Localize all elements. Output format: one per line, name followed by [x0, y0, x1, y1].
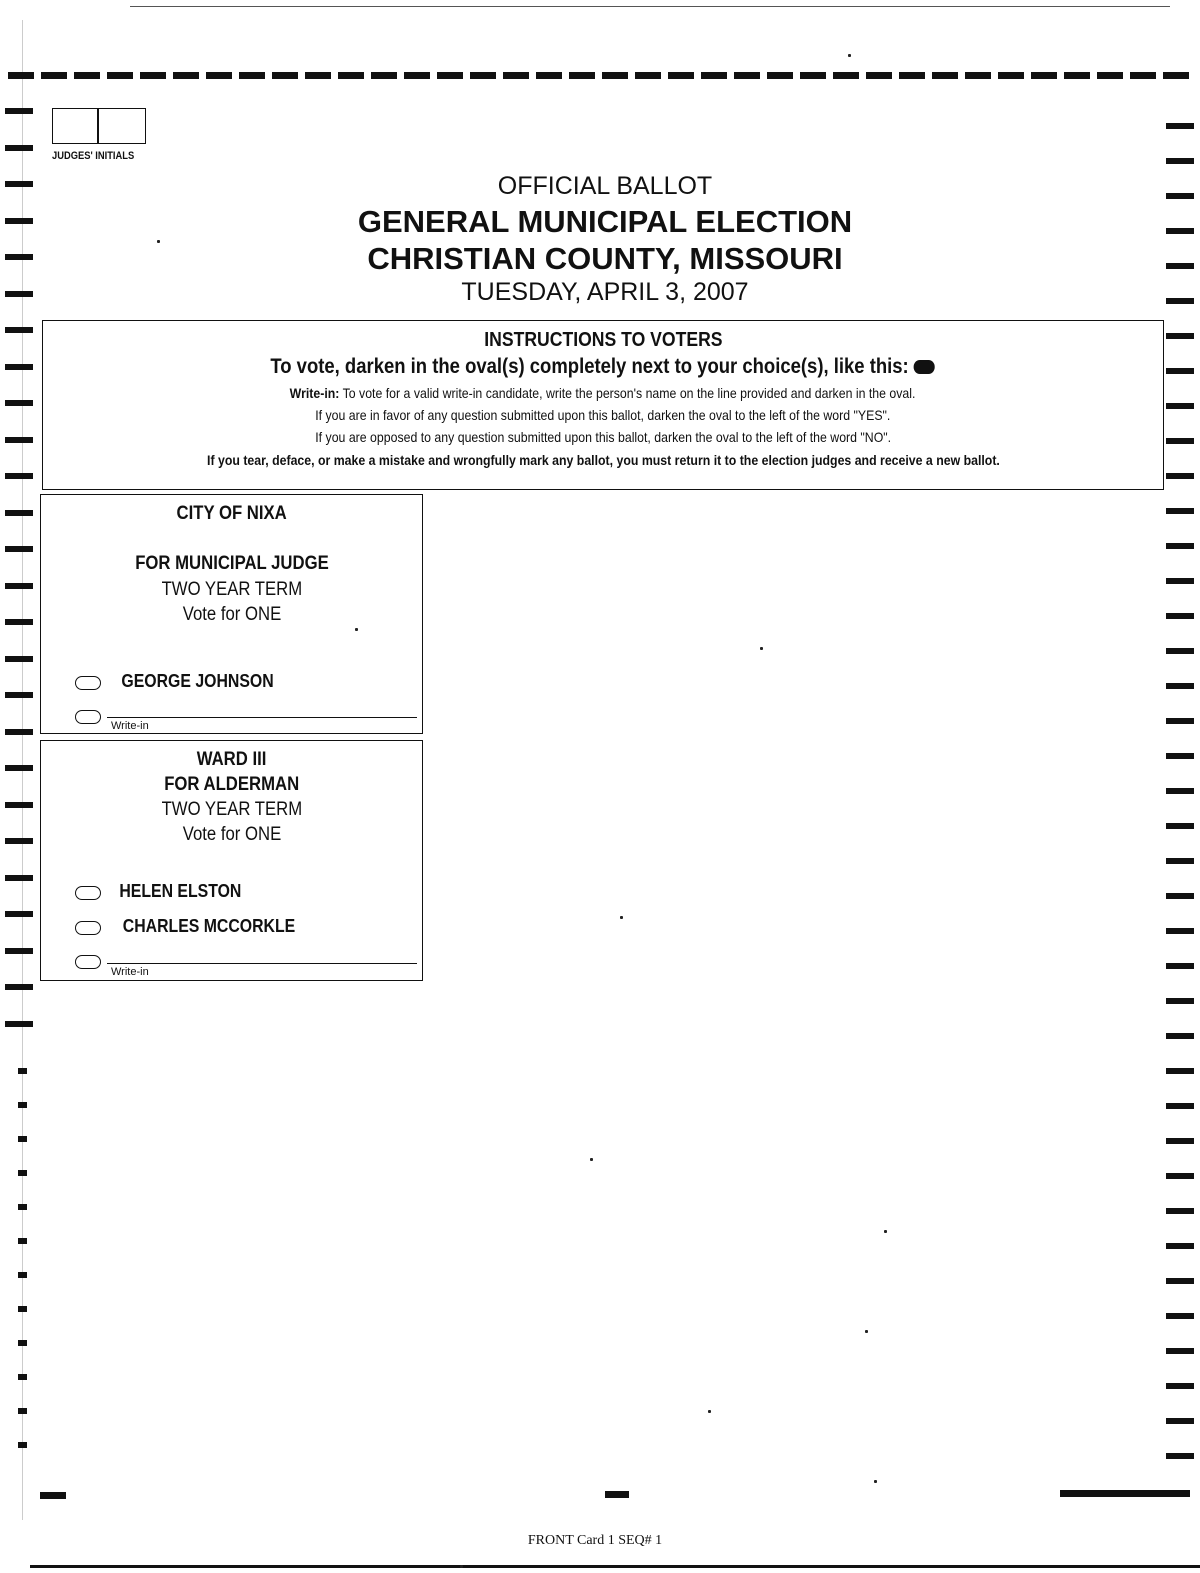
timing-mark — [605, 1491, 629, 1498]
timing-mark — [5, 1021, 33, 1027]
election-date: TUESDAY, APRIL 3, 2007 — [461, 278, 749, 306]
timing-mark — [899, 72, 925, 79]
timing-mark — [1166, 1313, 1194, 1319]
timing-mark — [1097, 72, 1123, 79]
timing-mark — [18, 1102, 27, 1108]
timing-mark — [5, 437, 33, 443]
timing-mark — [18, 1238, 27, 1244]
timing-mark — [1166, 753, 1194, 759]
timing-mark — [734, 72, 760, 79]
timing-mark — [239, 72, 265, 79]
timing-mark — [1166, 403, 1194, 409]
timing-mark — [8, 72, 34, 79]
instructions-box — [42, 320, 1164, 490]
timing-mark — [206, 72, 232, 79]
instructions-mistake: If you tear, deface, or make a mistake and wrongfully mark any ballot, you must return it to the election judges and receive a new ballot. — [206, 452, 1000, 468]
timing-mark — [74, 72, 100, 79]
scan-speck — [884, 1230, 887, 1233]
timing-mark — [5, 838, 33, 844]
scan-speck — [865, 1330, 868, 1333]
timing-mark — [998, 72, 1024, 79]
contest-office: FOR MUNICIPAL JUDGE — [134, 553, 329, 574]
timing-mark — [1166, 823, 1194, 829]
timing-mark — [1166, 1383, 1194, 1389]
scan-speck — [460, 1565, 463, 1568]
timing-mark — [5, 911, 33, 917]
contest-office: FOR ALDERMAN — [164, 774, 299, 795]
timing-mark — [1166, 123, 1194, 129]
oval-writein-alderman[interactable] — [75, 955, 101, 969]
scan-speck — [590, 1158, 593, 1161]
scan-speck — [874, 1480, 877, 1483]
timing-mark — [371, 72, 397, 79]
timing-mark — [536, 72, 562, 79]
timing-mark — [5, 327, 33, 333]
timing-mark — [1166, 1068, 1194, 1074]
timing-mark — [569, 72, 595, 79]
instructions-opposed: If you are opposed to any question submitted upon this ballot, darken the oval to the left of the word "NO". — [315, 429, 891, 445]
filled-oval-example — [914, 360, 935, 374]
timing-mark — [41, 72, 67, 79]
contest-term: TWO YEAR TERM — [161, 579, 302, 600]
contest-jurisdiction: CITY OF NIXA — [176, 503, 287, 524]
oval-helen-elston[interactable] — [75, 886, 101, 900]
scan-speck — [708, 1410, 711, 1413]
timing-mark — [1166, 893, 1194, 899]
timing-mark — [1166, 473, 1194, 479]
timing-mark — [470, 72, 496, 79]
judges-initials-box — [52, 108, 146, 144]
timing-mark — [1166, 998, 1194, 1004]
timing-mark — [437, 72, 463, 79]
timing-mark — [5, 400, 33, 406]
timing-mark — [107, 72, 133, 79]
timing-mark — [5, 619, 33, 625]
timing-mark — [5, 765, 33, 771]
timing-mark — [1031, 72, 1057, 79]
timing-mark — [173, 72, 199, 79]
timing-mark — [5, 145, 33, 151]
timing-mark — [1166, 1348, 1194, 1354]
timing-mark — [272, 72, 298, 79]
timing-mark — [5, 510, 33, 516]
timing-mark — [5, 729, 33, 735]
candidate-george-johnson: GEORGE JOHNSON — [121, 671, 274, 691]
timing-mark — [140, 72, 166, 79]
timing-mark — [833, 72, 859, 79]
timing-mark — [18, 1340, 27, 1346]
timing-mark — [5, 875, 33, 881]
scan-bottom-edge — [30, 1565, 1200, 1568]
timing-mark — [1166, 333, 1194, 339]
writein-line-judge[interactable] — [107, 717, 417, 718]
timing-mark — [338, 72, 364, 79]
writein-label: Write-in — [111, 966, 149, 978]
timing-mark — [1166, 648, 1194, 654]
timing-mark — [965, 72, 991, 79]
timing-mark — [18, 1204, 27, 1210]
timing-mark — [1166, 1033, 1194, 1039]
timing-mark — [1163, 72, 1189, 79]
oval-writein-judge[interactable] — [75, 710, 101, 724]
timing-mark — [668, 72, 694, 79]
timing-mark — [1166, 928, 1194, 934]
initials-divider — [97, 109, 99, 143]
ballot-title: OFFICIAL BALLOT — [497, 172, 713, 200]
timing-mark — [5, 108, 33, 114]
timing-mark — [18, 1442, 27, 1448]
scan-speck — [355, 628, 358, 631]
timing-mark — [1166, 438, 1194, 444]
county-name: CHRISTIAN COUNTY, MISSOURI — [367, 241, 843, 276]
timing-mark — [866, 72, 892, 79]
timing-mark — [18, 1374, 27, 1380]
timing-mark — [1166, 1208, 1194, 1214]
timing-mark — [5, 546, 33, 552]
timing-mark — [18, 1306, 27, 1312]
timing-mark — [18, 1136, 27, 1142]
timing-mark — [1060, 1490, 1190, 1497]
timing-mark — [1166, 788, 1194, 794]
timing-mark — [1166, 1103, 1194, 1109]
timing-mark — [1166, 158, 1194, 164]
timing-mark — [767, 72, 793, 79]
timing-mark — [1166, 1243, 1194, 1249]
candidate-helen-elston: HELEN ELSTON — [119, 881, 242, 901]
scan-speck — [848, 54, 851, 57]
instructions-main: To vote, darken in the oval(s) completely next to your choice(s), like this: — [43, 355, 1163, 379]
timing-mark — [40, 1492, 66, 1499]
oval-charles-mccorkle[interactable] — [75, 921, 101, 935]
timing-mark — [701, 72, 727, 79]
timing-mark — [1130, 72, 1156, 79]
timing-mark — [1166, 1138, 1194, 1144]
scan-speck — [157, 240, 160, 243]
timing-mark — [5, 656, 33, 662]
timing-mark — [1166, 508, 1194, 514]
judges-initials-label: JUDGES' INITIALS — [52, 150, 135, 162]
election-name: GENERAL MUNICIPAL ELECTION — [357, 204, 853, 239]
timing-mark — [18, 1170, 27, 1176]
timing-mark — [18, 1068, 27, 1074]
contest-alderman — [40, 740, 423, 981]
timing-mark — [5, 802, 33, 808]
timing-mark — [1166, 963, 1194, 969]
timing-mark — [1166, 1418, 1194, 1424]
writein-line-alderman[interactable] — [107, 963, 417, 964]
card-footer: FRONT Card 1 SEQ# 1 — [527, 1533, 663, 1548]
timing-mark — [800, 72, 826, 79]
timing-mark — [1166, 1173, 1194, 1179]
timing-mark — [602, 72, 628, 79]
timing-mark — [305, 72, 331, 79]
timing-mark — [635, 72, 661, 79]
timing-mark — [1166, 858, 1194, 864]
instructions-writein: Write-in: To vote for a valid write-in candidate, write the person's name on the line provided and darken in the oval. — [290, 385, 916, 401]
instructions-favor: If you are in favor of any question submitted upon this ballot, darken the oval to the left of the word "YES". — [315, 407, 891, 423]
timing-mark — [1166, 683, 1194, 689]
timing-mark — [5, 364, 33, 370]
contest-term: TWO YEAR TERM — [161, 799, 302, 820]
timing-mark — [5, 948, 33, 954]
contest-ward: WARD III — [196, 749, 267, 770]
timing-mark — [1166, 613, 1194, 619]
timing-mark — [1064, 72, 1090, 79]
timing-mark — [5, 583, 33, 589]
candidate-charles-mccorkle: CHARLES MCCORKLE — [122, 916, 296, 936]
contest-vote-for: Vote for ONE — [182, 604, 281, 625]
timing-mark — [1166, 543, 1194, 549]
instructions-title: INSTRUCTIONS TO VOTERS — [483, 329, 723, 351]
contest-municipal-judge — [40, 494, 423, 734]
timing-mark — [5, 692, 33, 698]
scan-speck — [760, 647, 763, 650]
timing-mark — [5, 473, 33, 479]
oval-george-johnson[interactable] — [75, 676, 101, 690]
timing-mark — [503, 72, 529, 79]
scan-top-edge — [130, 6, 1170, 7]
timing-mark — [932, 72, 958, 79]
timing-mark — [18, 1272, 27, 1278]
timing-mark — [404, 72, 430, 79]
timing-mark — [18, 1408, 27, 1414]
scan-speck — [620, 916, 623, 919]
timing-mark — [1166, 578, 1194, 584]
writein-label: Write-in — [111, 720, 149, 732]
timing-mark — [1166, 1278, 1194, 1284]
timing-mark — [1166, 368, 1194, 374]
timing-mark — [1166, 1453, 1194, 1459]
timing-mark — [5, 984, 33, 990]
contest-vote-for: Vote for ONE — [182, 824, 281, 845]
timing-mark — [1166, 718, 1194, 724]
